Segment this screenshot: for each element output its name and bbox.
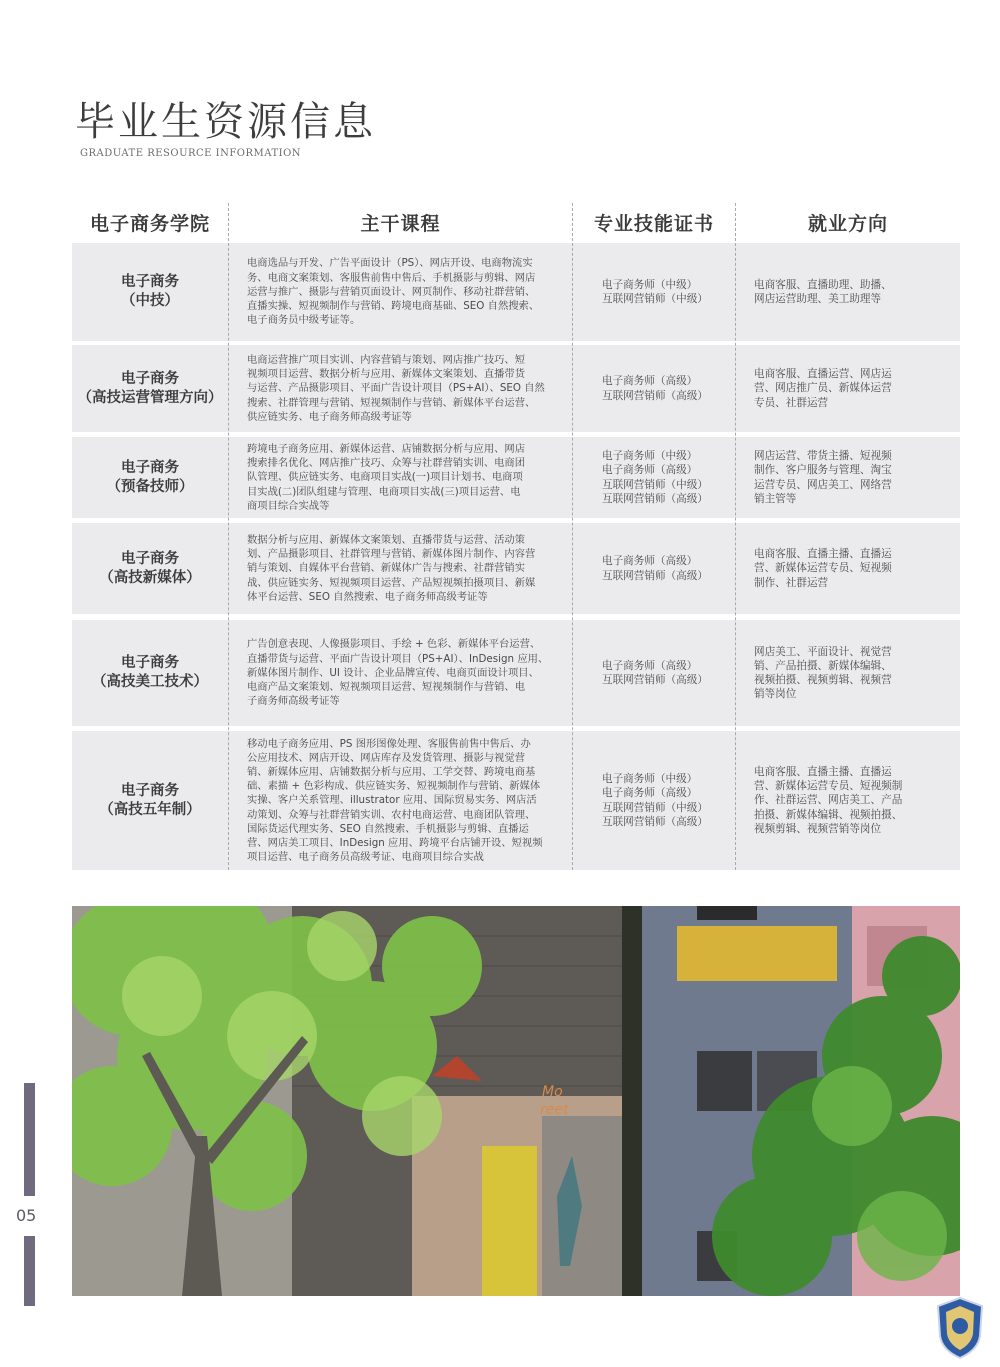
careers-cell	[752, 731, 952, 870]
course-list: 数据分析与应用、新媒体文案策划、直播带货与运营、活动策 划、产品摄影项目、社群管理与营销、新媒体图片制作、内容营 销与策划、自媒体平台营销、新媒体广告与搜索、社群营销实 战、供应链实务、短视频项目运营、产品短视频拍摄项目、新媒 体平台运营、SEO 自然搜索、电子商务师高级考证等	[247, 533, 536, 603]
certificate-list: 电子商务师（中级） 互联网营销师（中级）	[602, 278, 708, 305]
column-divider	[735, 203, 736, 870]
page-number: 05	[16, 1206, 37, 1225]
course-list: 电商选品与开发、广告平面设计（PS）、网店开设、电商物流实 务、电商文案策划、客服售前售中售后、手机摄影与剪辑、网店 运营与推广、摄影与营销页面设计、网页制作、移动社群营销、 直播实操、短视频制作与营销、跨境电商基础、SEO 自然搜索、 电子商务员中级考证等。	[247, 257, 540, 327]
column-divider	[572, 203, 573, 870]
careers-cell	[752, 523, 952, 614]
page-title: 毕业生资源信息	[75, 99, 376, 145]
course-list: 移动电子商务应用、PS 图形图像处理、客服售前售中售后、办 公应用技术、网店开设、网店库存及发货管理、摄影与视觉营 销、新媒体应用、店铺数据分析与应用、工学交替、跨境电商基 础、素描 + 色彩构成、供应链实务、短视频制作与营销、新媒体 实操、客户关系管理、illustrator 应用、国际贸易实务、网店活 动策划、众筹与社群营销实训、农村电商运营、电商团队管理、 国际货运代理实务、SEO 自然搜索、手机摄影与剪辑、直播运 营、网店美工项目、InDesign 应用、跨境平台店铺开设、短视频 项目运营、电子商务员高级考证、电商项目综合实战	[247, 737, 543, 864]
certificates-cell	[600, 437, 730, 518]
column-header-careers: 就业方向	[807, 212, 888, 235]
careers-cell	[752, 437, 952, 518]
careers-cell	[752, 243, 952, 341]
campus-photo	[72, 906, 960, 1296]
certificates-cell	[600, 345, 730, 432]
page-side-bar	[24, 1083, 35, 1196]
courses-cell	[247, 345, 565, 432]
mural-sign-text: reet	[540, 1102, 569, 1118]
course-list: 跨境电子商务应用、新媒体运营、店铺数据分析与应用、网店 搜索排名优化、网店推广技巧、众筹与社群营销实训、电商团 队管理、供应链实务、电商项目实战(一)项目计划书、电商项 目实战(二)团队组建与管理、电商项目实战(三)项目运营、电 商项目综合实战等	[247, 442, 526, 512]
certificate-list: 电子商务师（高级） 互联网营销师（高级）	[602, 659, 708, 686]
career-list: 网店运营、带货主播、短视频 制作、客户服务与管理、淘宝 运营专员、网店美工、网络营 销主管等	[754, 450, 892, 505]
courses-cell	[247, 437, 565, 518]
certificate-list: 电子商务师（高级） 互联网营销师（高级）	[602, 555, 708, 582]
certificates-cell	[600, 243, 730, 341]
course-list: 广告创意表现、人像摄影项目、手绘 + 色彩、新媒体平台运营、 直播带货与运营、平面广告设计项目（PS+AI）、InDesign 应用、 新媒体图片制作、UI 设计、企业品牌宣传、电商页面设计项目、 电商产品文案策划、短视频项目运营、短视频制作与营销、电 子商务师高级考证等	[247, 638, 549, 708]
school-emblem	[934, 1296, 986, 1360]
major-cell	[72, 523, 228, 614]
major-cell	[72, 731, 228, 870]
career-list: 电商客服、直播助理、助播、 网店运营助理、美工助理等	[754, 278, 892, 305]
major-name: 电子商务 （预备技师）	[106, 459, 194, 495]
courses-cell	[247, 243, 565, 341]
course-list: 电商运营推广项目实训、内容营销与策划、网店推广技巧、短 视频项目运营、数据分析与应用、新媒体文案策划、直播带货 与运营、产品摄影项目、平面广告设计项目（PS+AI）、SEO 自然 搜索、社群管理与营销、短视频制作与营销、新媒体平台运营、 供应链实务、电子商务师高级考证等	[247, 353, 545, 423]
courses-cell	[247, 731, 565, 870]
careers-cell	[752, 345, 952, 432]
major-cell	[72, 243, 228, 341]
courses-cell	[247, 620, 565, 726]
major-name: 电子商务 （高技美工技术）	[92, 655, 208, 690]
column-header-college: 电子商务学院	[89, 212, 210, 235]
certificate-list: 电子商务师（中级） 电子商务师（高级） 互联网营销师（中级） 互联网营销师（高级）	[602, 773, 708, 828]
major-name: 电子商务 （中技）	[121, 274, 179, 309]
major-name: 电子商务 （高技运营管理方向）	[77, 370, 223, 406]
mural-sign-text: Mo	[542, 1084, 563, 1100]
major-cell	[72, 345, 228, 432]
page-side-bar	[24, 1236, 35, 1306]
career-list: 电商客服、直播运营、网店运 营、网店推广员、新媒体运营 专员、社群运营	[754, 368, 892, 409]
major-cell	[72, 437, 228, 518]
major-cell	[72, 620, 228, 726]
column-divider	[228, 203, 229, 870]
column-header-certificates: 专业技能证书	[593, 212, 714, 235]
major-name: 电子商务 （高技新媒体）	[99, 550, 201, 586]
career-list: 电商客服、直播主播、直播运 营、新媒体运营专员、短视频制 作、社群运营、网店美工、产品 拍摄、新媒体编辑、视频拍摄、 视频剪辑、视频营销等岗位	[754, 765, 903, 835]
certificate-list: 电子商务师（高级） 互联网营销师（高级）	[602, 375, 708, 402]
certificate-list: 电子商务师（中级） 电子商务师（高级） 互联网营销师（中级） 互联网营销师（高级）	[602, 450, 708, 505]
major-name: 电子商务 （高技五年制）	[99, 782, 201, 818]
column-header-courses: 主干课程	[360, 212, 441, 235]
certificates-cell	[600, 620, 730, 726]
certificates-cell	[600, 731, 730, 870]
certificates-cell	[600, 523, 730, 614]
page-subtitle: GRADUATE RESOURCE INFORMATION	[80, 148, 302, 159]
courses-cell	[247, 523, 565, 614]
careers-cell	[752, 620, 952, 726]
career-list: 网店美工、平面设计、视觉营 销、产品拍摄、新媒体编辑、 视频拍摄、视频剪辑、视频营 销等岗位	[754, 645, 892, 701]
career-list: 电商客服、直播主播、直播运 营、新媒体运营专员、短视频 制作、社群运营	[754, 548, 892, 589]
